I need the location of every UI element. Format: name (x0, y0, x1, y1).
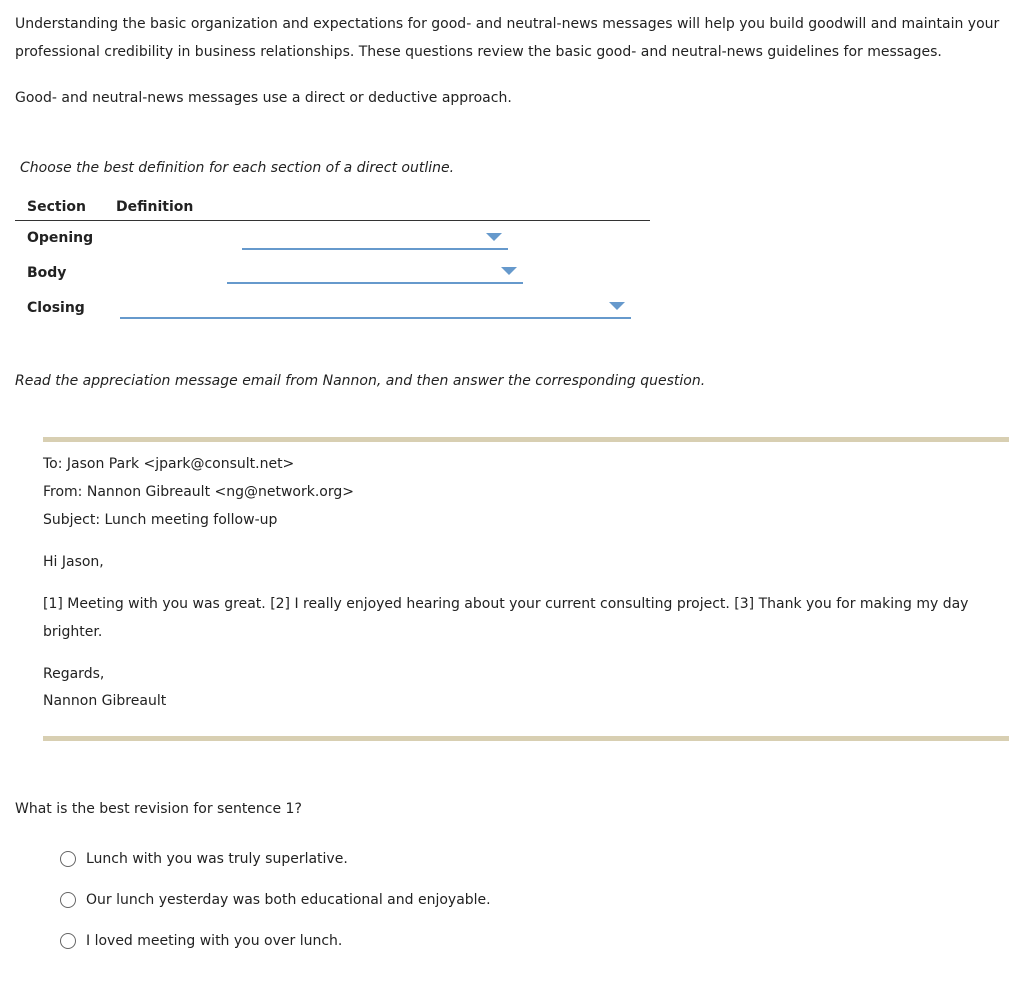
option-label: I loved meeting with you over lunch. (86, 933, 343, 949)
radio-button[interactable] (60, 851, 76, 867)
row-label-body: Body (27, 265, 67, 281)
email-from: From: Nannon Gibreault <ng@network.org> (43, 484, 354, 500)
radio-button[interactable] (60, 892, 76, 908)
option-label: Our lunch yesterday was both educational and enjoyable. (86, 892, 491, 908)
email-signature: Nannon Gibreault (43, 693, 167, 709)
table-header-divider (15, 220, 650, 221)
email-closing: Regards, (43, 666, 105, 682)
intro-paragraph: Understanding the basic organization and expectations for good- and neutral-news messages will help you build goodwill and maintain your professional credibility in business relationships. These questions review the basic good- and neutral-news guidelines for messages. (15, 16, 1000, 60)
opening-definition-dropdown[interactable] (242, 228, 508, 250)
email-to: To: Jason Park <jpark@consult.net> (43, 456, 295, 472)
radio-button[interactable] (60, 933, 76, 949)
row-label-closing: Closing (27, 300, 85, 316)
question-text: What is the best revision for sentence 1? (15, 801, 302, 817)
read-prompt: Read the appreciation message email from Nannon, and then answer the corresponding question. (15, 373, 706, 389)
option-label: Lunch with you was truly superlative. (86, 851, 348, 867)
instruction-text: Choose the best definition for each section of a direct outline. (20, 160, 455, 176)
dropdown-arrow-icon (486, 233, 502, 241)
definition-header: Definition (116, 199, 194, 215)
email-subject: Subject: Lunch meeting follow-up (43, 512, 278, 528)
approach-statement: Good- and neutral-news messages use a direct or deductive approach. (15, 90, 512, 106)
section-header: Section (27, 199, 86, 215)
row-label-opening: Opening (27, 230, 94, 246)
email-top-rule (43, 437, 1009, 442)
body-definition-dropdown[interactable] (227, 262, 523, 284)
dropdown-arrow-icon (501, 267, 517, 275)
email-greeting: Hi Jason, (43, 554, 104, 570)
closing-definition-dropdown[interactable] (120, 297, 631, 319)
email-bottom-rule (43, 736, 1009, 741)
email-body: [1] Meeting with you was great. [2] I really enjoyed hearing about your current consulting project. [3] Thank you for making my day brighter. (43, 596, 969, 640)
answer-option[interactable] (60, 849, 348, 869)
answer-option[interactable] (60, 890, 491, 910)
dropdown-arrow-icon (609, 302, 625, 310)
answer-option[interactable] (60, 931, 342, 951)
